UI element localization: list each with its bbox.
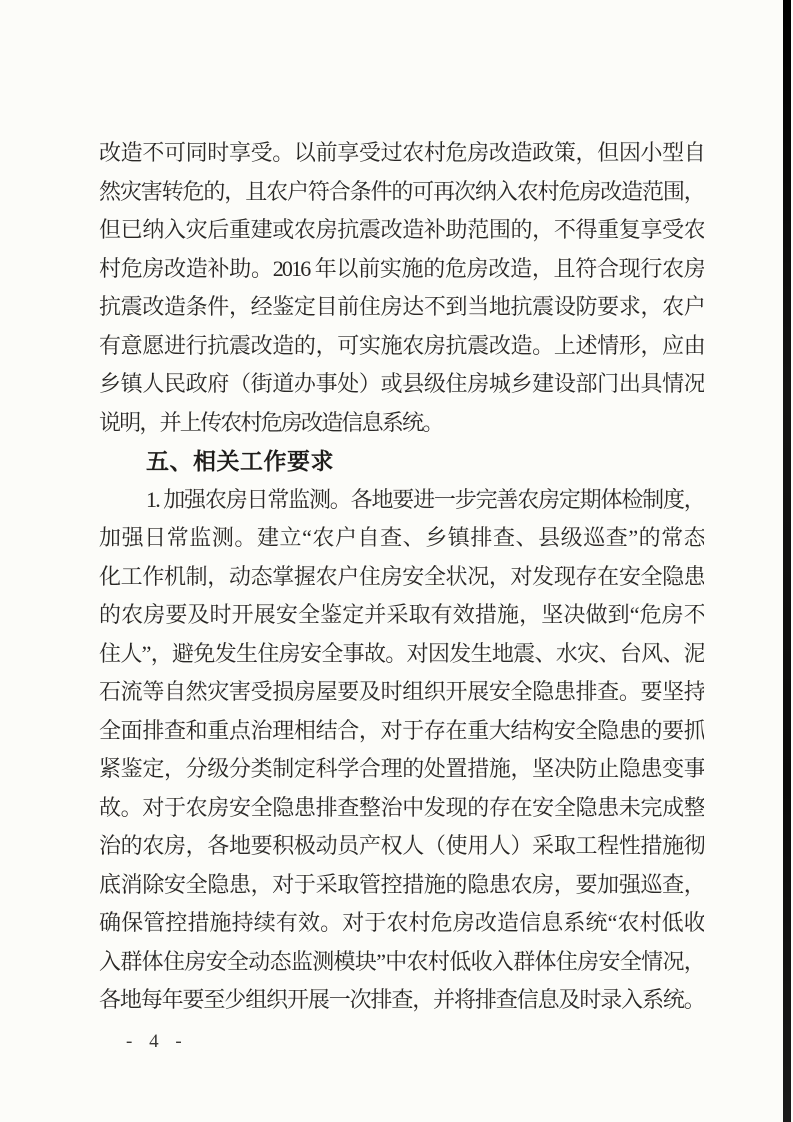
text-line: 入群体住房安全动态监测模块”中农村低收入群体住房安全情况， (99, 948, 704, 974)
text-line: 加强日常监测。建立“农户自查、乡镇排查、县级巡查”的常态 (99, 525, 704, 550)
text-line: 改造不可同时享受。以前享受过农村危房改造政策，但因小型自 (99, 140, 704, 165)
document-body (99, 134, 704, 1020)
scan-edge-artifact (783, 0, 791, 1122)
text-line: 1. 加强农房日常监测。各地要进一步完善农房定期体检制度， (146, 486, 704, 512)
text-line: 确保管控措施持续有效。对于农村危房改造信息系统“农村低收 (99, 910, 704, 935)
text-line: 全面排查和重点治理相结合，对于存在重大结构安全隐患的要抓 (99, 717, 704, 743)
text-line: 治的农房，各地要积极动员产权人（使用人）采取工程性措施彻 (99, 833, 704, 858)
text-line: 乡镇人民政府（街道办事处）或县级住房城乡建设部门出具情况 (99, 371, 704, 396)
text-line: 底消除安全隐患，对于采取管控措施的隐患农房，要加强巡查， (99, 871, 704, 897)
text-line: 说明，并上传农村危房改造信息系统。 (99, 409, 443, 435)
text-line: 但已纳入灾后重建或农房抗震改造补助范围的，不得重复享受农 (99, 217, 704, 242)
text-line: 紧鉴定，分级分类制定科学合理的处置措施，坚决防止隐患变事 (99, 756, 704, 781)
text-line: 化工作机制，动态掌握农户住房安全状况，对发现存在安全隐患 (99, 563, 704, 589)
text-line: 有意愿进行抗震改造的，可实施农房抗震改造。上述情形，应由 (99, 332, 704, 358)
text-line: 抗震改造条件，经鉴定目前住房达不到当地抗震设防要求，农户 (99, 294, 704, 319)
text-line: 村危房改造补助。2016 年以前实施的危房改造，且符合现行农房 (99, 255, 704, 281)
text-line: 的农房要及时开展安全鉴定并采取有效措施，坚决做到“危房不 (99, 602, 704, 627)
text-line: 各地每年要至少组织开展一次排查，并将排查信息及时录入系统。 (99, 987, 704, 1012)
section-heading: 五、相关工作要求 (146, 448, 334, 474)
page-number: - 4 - (126, 1031, 188, 1052)
text-line: 故。对于农房安全隐患排查整治中发现的存在安全隐患未完成整 (99, 794, 704, 820)
text-line: 然灾害转危的，且农户符合条件的可再次纳入农村危房改造范围， (99, 178, 704, 204)
text-line: 住人”，避免发生住房安全事故。对因发生地震、水灾、台风、泥 (99, 640, 704, 666)
text-line: 石流等自然灾害受损房屋要及时组织开展安全隐患排查。要坚持 (99, 679, 704, 704)
